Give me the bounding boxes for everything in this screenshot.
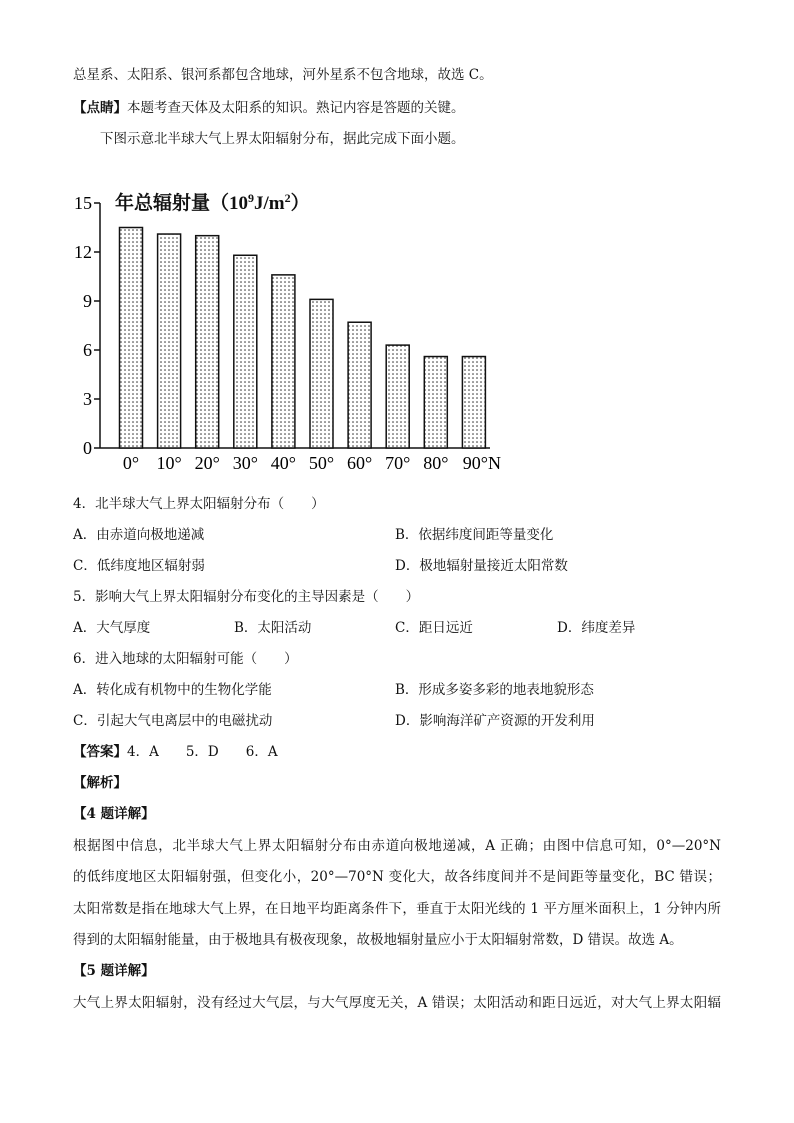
- y-tick-label: 0: [83, 438, 92, 458]
- x-tick-label: 40°: [270, 453, 297, 473]
- radiation-bar-chart: [60, 185, 530, 475]
- chart-title-unit: J/m: [254, 193, 285, 214]
- q5-option-a: A．大气厚度: [73, 620, 151, 636]
- intro-line: 总星系、太阳系、银河系都包含地球，河外星系不包含地球，故选 C。: [73, 67, 493, 83]
- y-tick-label: 15: [74, 193, 92, 213]
- x-tick-label: 80°: [423, 453, 449, 473]
- bar: [158, 234, 181, 448]
- answer-text: 4．A 5．D 6．A: [127, 744, 278, 760]
- x-tick-label: 90°N: [462, 453, 502, 473]
- q4-option-b: B．依据纬度间距等量变化: [395, 527, 554, 543]
- detail4-line-1: 根据图中信息，北半球大气上界太阳辐射分布由赤道向极地递减，A 正确；由图中信息可知，0°—20°N: [73, 838, 721, 854]
- q5-option-b: B．太阳活动: [234, 620, 312, 636]
- detail4-line-4: 得到的太阳辐射能量，由于极地具有极夜现象，故极地辐射量应小于太阳辐射常数，D 错误。故选 A。: [73, 932, 683, 948]
- bar: [424, 357, 447, 448]
- chart-prompt: 下图示意北半球大气上界太阳辐射分布，据此完成下面小题。: [100, 131, 465, 147]
- chart-title-exp: 9: [248, 191, 255, 205]
- analysis-label: 【解析】: [73, 775, 127, 791]
- dianjing-label: 【点睛】: [73, 100, 127, 116]
- chart-title-sq: 2: [284, 191, 291, 205]
- q5-option-d: D．纬度差异: [557, 620, 636, 636]
- detail4-line-2: 的低纬度地区太阳辐射强，但变化小，20°—70°N 变化大，故各纬度间并不是间距等量变化，BC 错误；: [73, 869, 721, 885]
- detail5-label: 【5 题详解】: [73, 963, 155, 979]
- answer-line: [73, 743, 278, 761]
- x-tick-label: 60°: [346, 453, 373, 473]
- chart-title-close: ）: [290, 193, 310, 214]
- q6-option-b: B．形成多姿多彩的地表地貌形态: [395, 682, 594, 698]
- dianjing-paragraph: [73, 99, 465, 117]
- detail4-line-3: 太阳常数是指在地球大气上界，在日地平均距离条件下，垂直于太阳光线的 1 平方厘米面积上，1 分钟内所: [73, 901, 721, 917]
- svg-text:年总辐射量（109J/m2）: [115, 191, 310, 214]
- q6-option-c: C．引起大气电离层中的电磁扰动: [73, 713, 273, 729]
- bar: [348, 322, 371, 448]
- q4-option-c: C．低纬度地区辐射弱: [73, 558, 205, 574]
- question-6-stem: 6．进入地球的太阳辐射可能（ ）: [73, 651, 298, 667]
- x-tick-label: 0°: [122, 453, 140, 473]
- question-4-stem: 4．北半球大气上界太阳辐射分布（ ）: [73, 496, 325, 512]
- q4-option-d: D．极地辐射量接近太阳常数: [395, 558, 568, 574]
- q6-option-a: A．转化成有机物中的生物化学能: [73, 682, 272, 698]
- bar: [120, 228, 143, 449]
- y-tick-label: 6: [83, 340, 92, 360]
- dianjing-text: 本题考查天体及太阳系的知识。熟记内容是答题的关键。: [127, 100, 465, 116]
- q6-option-d: D．影响海洋矿产资源的开发利用: [395, 713, 595, 729]
- bar: [310, 299, 333, 448]
- x-tick-label: 70°: [385, 453, 411, 473]
- bar: [196, 236, 219, 448]
- x-tick-label: 50°: [308, 453, 335, 473]
- bar: [272, 275, 295, 448]
- question-5-stem: 5．影响大气上界太阳辐射分布变化的主导因素是（ ）: [73, 589, 420, 605]
- answer-label: 【答案】: [73, 744, 127, 760]
- bar: [386, 345, 409, 448]
- q5-option-c: C．距日远近: [395, 620, 473, 636]
- chart-title-prefix: 年总辐射量（10: [115, 193, 249, 214]
- y-tick-label: 12: [74, 242, 92, 262]
- q4-option-a: A．由赤道向极地递减: [73, 527, 205, 543]
- x-tick-label: 20°: [194, 453, 220, 473]
- chart-title: [115, 191, 310, 214]
- detail5-line-1: 大气上界太阳辐射，没有经过大气层，与大气厚度无关，A 错误；太阳活动和距日远近，对大气上界太阳辐: [73, 995, 721, 1011]
- bar: [234, 255, 257, 448]
- y-tick-label: 3: [83, 389, 92, 409]
- detail4-label: 【4 题详解】: [73, 806, 155, 822]
- y-tick-label: 9: [83, 291, 92, 311]
- x-tick-label: 10°: [156, 453, 182, 473]
- x-tick-label: 30°: [232, 453, 258, 473]
- bar: [462, 357, 485, 448]
